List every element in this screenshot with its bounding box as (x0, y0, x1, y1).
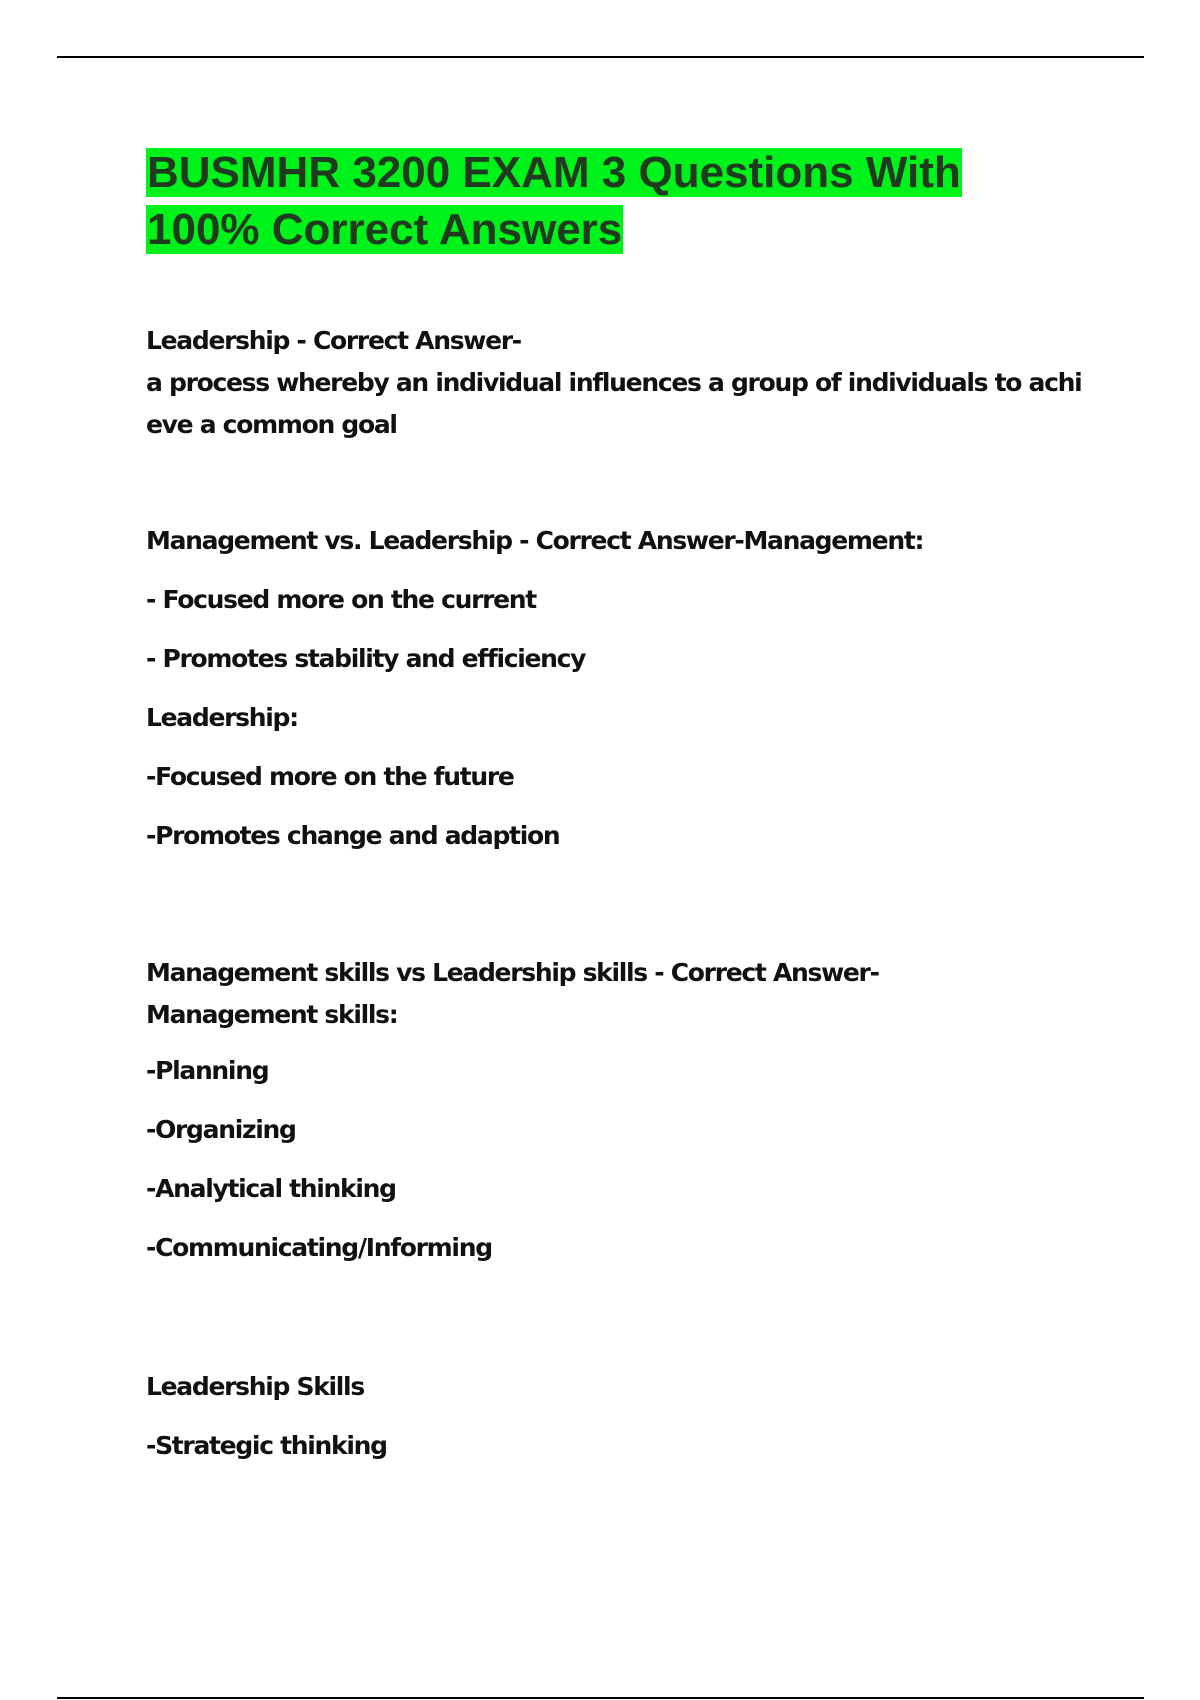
answer-line: Leadership: (146, 703, 298, 732)
qa-entry (146, 1366, 1086, 1484)
question-text: Leadership - Correct Answer- (146, 326, 521, 355)
question-text: Management skills vs Leadership skills - Correct Answer- Management skills: (146, 958, 879, 1029)
document-page (146, 144, 1086, 1484)
question-text: Leadership Skills (146, 1372, 364, 1401)
qa-entry (146, 320, 1086, 446)
answer-line: -Organizing (146, 1115, 296, 1144)
answer-line: -Communicating/Informing (146, 1233, 492, 1262)
answer-line: -Focused more on the future (146, 762, 514, 791)
answer-line: - Focused more on the current (146, 585, 536, 614)
qa-entry (146, 952, 1086, 1286)
qa-list (146, 320, 1086, 1484)
answer-text: a process whereby an individual influences a group of individuals to achi eve a common goal (146, 368, 1082, 439)
answer-line: -Planning (146, 1056, 269, 1085)
qa-entry (146, 520, 1086, 874)
top-rule (57, 56, 1144, 58)
document-title-highlight: BUSMHR 3200 EXAM 3 Questions With 100% Correct Answers (147, 148, 961, 254)
question-text: Management vs. Leadership - Correct Answer-Management: (146, 526, 924, 555)
answer-line: -Strategic thinking (146, 1431, 387, 1460)
document-title (146, 144, 1066, 258)
answer-line: -Promotes change and adaption (146, 821, 560, 850)
answer-line: -Analytical thinking (146, 1174, 396, 1203)
answer-line: - Promotes stability and efficiency (146, 644, 586, 673)
bottom-rule (57, 1697, 1144, 1699)
